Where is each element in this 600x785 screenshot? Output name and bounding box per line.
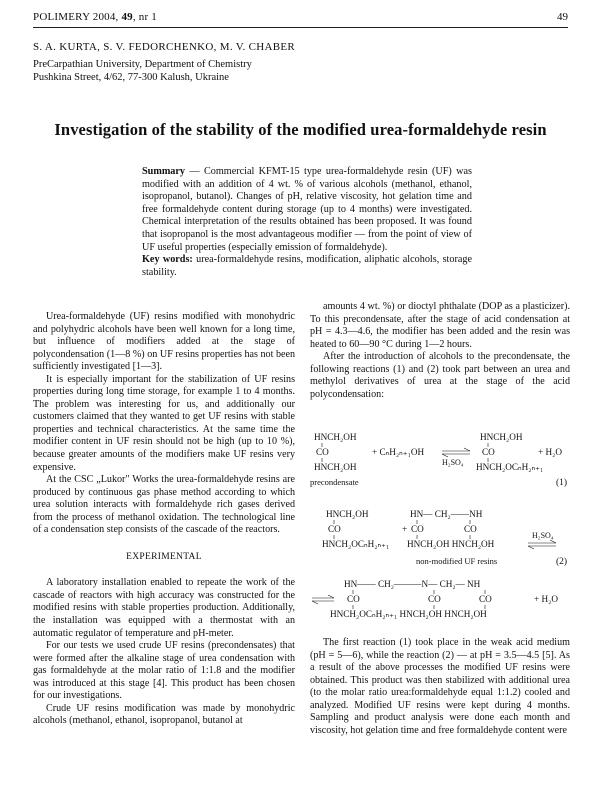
keywords-label: Key words:	[142, 254, 193, 266]
eq1-water: + H₂O	[538, 447, 562, 457]
eq1-caption: precondensate	[310, 477, 359, 487]
left-column	[33, 311, 295, 728]
summary-block	[142, 166, 472, 279]
eq2-product-mid-2: CO	[428, 594, 441, 604]
eq2-plus: +	[402, 524, 408, 534]
keywords-text: urea-formaldehyde resins, modification, aliphatic alcohols, storage stability.	[142, 254, 472, 278]
section-heading-experimental: EXPERIMENTAL	[126, 551, 202, 562]
paragraph: amounts 4 wt. %) or dioctyl phthalate (DOP as a plasticizer). To this precondensate, after the stage of acid condensation at pH = 4.3—4.6, the modifier has been added and the resin was heated to 60—90 °C during 1—2 hours.	[310, 301, 570, 350]
eq1-product-bottom: HNCH₂OCₙH₂ₙ₊₁	[476, 462, 544, 472]
eq1-reactant-mid: CO	[316, 447, 329, 457]
eq1-product-top: HNCH₂OH	[480, 432, 523, 442]
paragraph: At the CSC „Lukor" Works the urea-formaldehyde resins are produced by continuous gas phase method according to which urea solution interacts with formaldehyde rich gases derived from the process of methanol oxidation. The technological line of a condensation step consists of the cascade of the reactors.	[33, 474, 295, 536]
eq2-water: + H₂O	[534, 594, 558, 604]
eq2-product-mid-3: CO	[479, 594, 492, 604]
journal-issue: , nr 1	[132, 11, 157, 23]
eq2-reactant-a-mid: CO	[328, 524, 341, 534]
eq1-alcohol: + CₙH₂ₙ₊₁OH	[372, 447, 425, 457]
paragraph: Urea-formaldehyde (UF) resins modified with monohydric and polyhydric alcohols have been well known for a long time, but influence of modifiers added at the stage of polycondensation (1—8 %) on UF resins properties has not been sufficiently investigated [1—3].	[33, 311, 295, 373]
right-column-continued	[310, 637, 570, 737]
eq2-product-mid-1: CO	[347, 594, 360, 604]
header-rule	[33, 27, 568, 28]
paragraph: Crude UF resins modification was made by monohydric alcohols (methanol, ethanol, isopropanol, butanol at	[33, 702, 295, 727]
eq2-reactant-b-top: HN— CH₂——NH	[410, 509, 483, 519]
eq2-reactant-b-mid-1: CO	[411, 524, 424, 534]
eq2-number: (2)	[556, 557, 568, 567]
page-number: 49	[557, 11, 568, 23]
eq1-catalyst: H₂SO₄	[442, 458, 464, 467]
journal-volume: 49	[121, 11, 133, 23]
eq1-reactant-top: HNCH₂OH	[314, 432, 357, 442]
affiliation-line-2: Pushkina Street, 4/62, 77-300 Kalush, Ukraine	[33, 72, 229, 83]
eq1-reactant-bottom: HNCH₂OH	[314, 462, 357, 472]
eq2-product-top: HN—— CH₂———N— CH₂— NH	[344, 579, 481, 589]
eq2-reactant-b-mid-2: CO	[464, 524, 477, 534]
eq1-number: (1)	[556, 478, 568, 488]
paragraph: For our tests we used crude UF resins (precondensates) that were formed after the alkaline stage of urea condensation with gas formaldehyde at the molar ratio of 1:1.8 and the modifier was introduced at this stage [4]. This product has been chosen for our investigations.	[33, 640, 295, 702]
summary-text: — Commercial KFMT-15 type urea-formaldehyde resin (UF) was modified with an addition of 4 wt. % of various alcohols (methanol, ethanol, isopropanol, butanol). Changes of pH, relative viscosity, hot gelation time and free formaldehyde content during storage (up to 4 months) were investigated. Chemical interpretation of the results obtained has been proposed. It was found that isopropanol is the most advantageous modifier — from the point of view of UF useful properties (especially emission of formaldehyde).	[142, 166, 472, 253]
eq2-reactant-a-bottom: HNCH₂OCₙH₂ₙ₊₁	[322, 539, 390, 549]
paper-title: Investigation of the stability of the modified urea-formaldehyde resin	[54, 120, 547, 139]
affiliation-line-1: PreCarpathian University, Department of Chemistry	[33, 59, 252, 70]
eq2-reactant-b-bottom: HNCH₂OH HNCH₂OH	[407, 539, 495, 549]
paragraph: The first reaction (1) took place in the weak acid medium (pH = 5—6), while the reaction (2) — at pH = 3.5—4.5 [5]. As a result of the above processes the modified UF resins were obtained. This product was then stabilized with additional urea (to the molar ratio urea:formaldehyde equal 1:1.2) cooled and analyzed. Modified UF resins were kept during 4 months. Sampling and product analysis were done each month and viscosity, hot gelation time and free formaldehyde content were	[310, 637, 570, 736]
right-column	[310, 301, 570, 401]
affiliation	[33, 58, 252, 84]
eq2-caption: non-modified UF resins	[416, 556, 498, 566]
eq2-catalyst: H₂SO₄	[532, 531, 554, 540]
journal-name: POLIMERY 2004,	[33, 11, 122, 23]
eq1-product-mid: CO	[482, 447, 495, 457]
reaction-1-diagram	[310, 428, 572, 488]
paragraph: It is especially important for the stabilization of UF resins properties during long time storage, for example 1 to 4 months. The problem was interesting for us, and additionally our customers claimed that they wanted to get UF resins with stable properties and technical characteristics. At the same time the modifier content in UF resin should not be high (up to 10 %), because greater amounts of the modifiers make UF resins very expensive.	[33, 373, 295, 473]
eq2-reactant-a-top: HNCH₂OH	[326, 509, 369, 519]
paragraph: After the introduction of alcohols to the precondensate, the following reactions (1) and (2) took part between an urea and methylol derivatives of urea at the stage of the acid polycondensation:	[310, 351, 570, 400]
reaction-2-diagram	[310, 505, 572, 625]
eq2-product-bottom: HNCH₂OCₙH₂ₙ₊₁ HNCH₂OH HNCH₂OH	[330, 609, 487, 619]
paragraph: A laboratory installation enabled to repeate the work of the cascade of reactors with high accuracy was constructed for the modified resins with stable properties production. Additionally, the installation was equipped with a thermostat with an automatic regulator of temperature and pH-meter.	[33, 577, 295, 639]
summary-label: Summary	[142, 166, 186, 177]
journal-header	[33, 11, 157, 23]
authors: S. A. KURTA, S. V. FEDORCHENKO, M. V. CHABER	[33, 41, 296, 53]
